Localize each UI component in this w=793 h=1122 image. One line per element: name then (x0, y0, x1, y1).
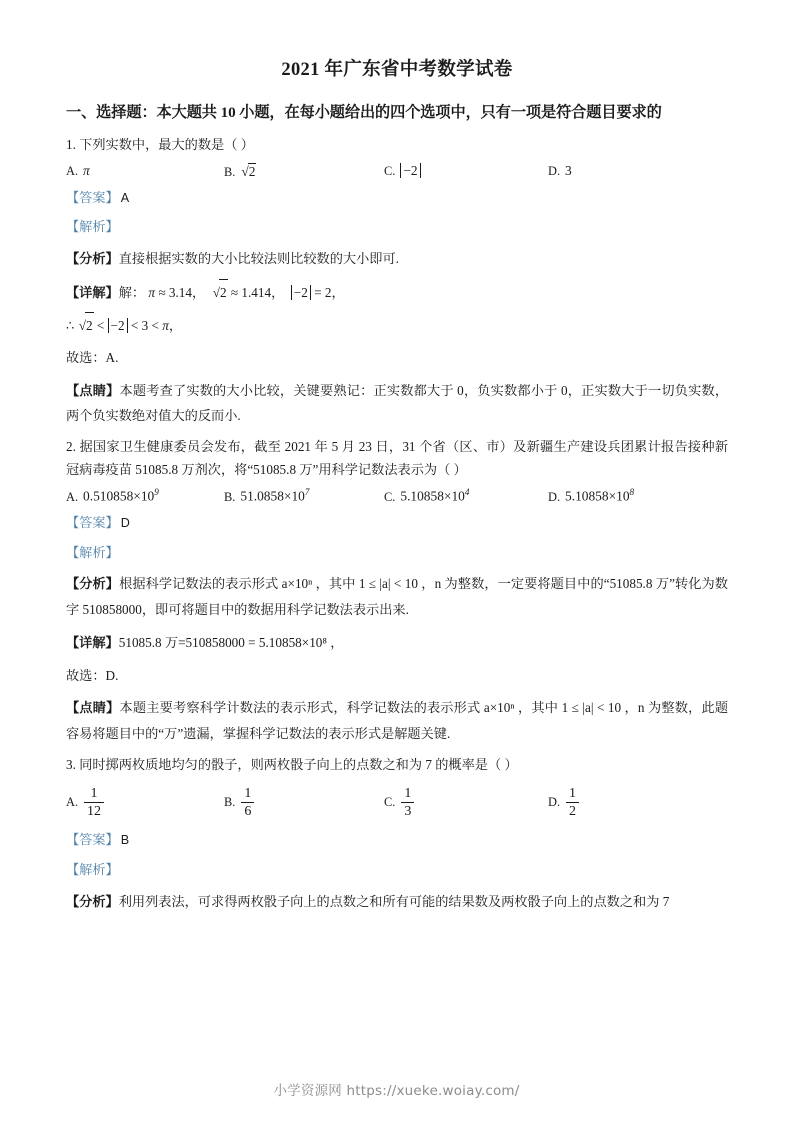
math-pi-approx: π ≈ 3.14 (148, 284, 192, 300)
math-inequality-chain: ∴ √2 < −2 < 3 < π (66, 318, 169, 333)
question-stem (66, 754, 728, 777)
page-content (66, 58, 728, 922)
answer-tag: 【答案】 (66, 514, 119, 530)
answer-line (66, 829, 728, 852)
analysis-tag: 【解析】 (66, 544, 119, 560)
question-block-2 (66, 436, 728, 747)
question-number: 2. (66, 439, 76, 455)
option-a[interactable] (66, 487, 224, 504)
option-label: A. (66, 794, 79, 809)
xiangjie-text: 51085.8 万=510858000 = 5.10858×10⁸ ， (118, 634, 344, 650)
fenxi-tag: 【分析】 (66, 250, 119, 266)
dianjing-paragraph (66, 695, 728, 746)
answer-tag: 【答案】 (66, 189, 119, 205)
dianjing-paragraph (66, 378, 728, 429)
answer-value: B (120, 833, 130, 848)
analysis-tag: 【解析】 (66, 862, 119, 878)
options-row (66, 487, 728, 504)
dianjing-tag: 【点睛】 (66, 700, 120, 716)
fenxi-paragraph (66, 246, 728, 272)
question-text: 下列实数中，最大的数是（ ） (79, 136, 254, 152)
conclusion-line: 故选：D. (66, 667, 119, 683)
analysis-line (66, 859, 728, 882)
dianjing-text: 本题考查了实数的大小比较，关键要熟记：正实数都大于 0，负实数都小于 0，正实数大于一切负实数，两个负实数绝对值大的反而小. (66, 382, 729, 424)
option-label: C. (384, 489, 396, 504)
option-label: A. (66, 489, 79, 504)
math-sqrt2-approx: √2 ≈ 1.414 (212, 285, 271, 300)
dianjing-text: 本题主要考察科学计数法的表示形式，科学记数法的表示形式 a×10ⁿ ，其中 1 ≤ |a| < 10 ，n 为整数，此题容易将题目中的“万”遗漏，掌握科学记数法的表示形式是解题关键. (66, 700, 729, 741)
xiangjie-paragraph: 【详解】解： π ≈ 3.14， √2 ≈ 1.414， −2 = 2， (66, 279, 728, 305)
option-value: $5.10858\times 10^4$ (400, 487, 470, 504)
option-label: C. (384, 794, 396, 809)
question-text: 据国家卫生健康委员会发布，截至 2021 年 5 月 23 日，31 个省（区、市）及新疆生产建设兵团累计报告接种新冠病毒疫苗 51085.8 万剂次，将“51085.8 万”用科学记数法表示为（ ） (66, 439, 729, 477)
option-value: −2 (400, 163, 420, 179)
question-text: 同时掷两枚质地均匀的骰子，则两枚骰子向上的点数之和为 7 的概率是（ ） (79, 756, 518, 772)
fenxi-tag: 【分析】 (66, 893, 119, 909)
xiangjie-tag: 【详解】 (66, 634, 119, 650)
option-label: D. (548, 163, 561, 178)
xiangjie-tag: 【详解】 (66, 284, 119, 300)
option-value: π (83, 162, 90, 178)
option-value: $51.0858\times 10^7$ (240, 487, 310, 504)
option-b[interactable] (224, 487, 384, 504)
xiangjie-line2: ∴ √2 < −2 < 3 < π， (66, 312, 728, 338)
answer-line (66, 187, 728, 210)
option-label: C. (384, 163, 396, 178)
option-label: D. (548, 489, 561, 504)
option-value: $\frac{1}{12}$ (83, 786, 105, 820)
option-label: B. (224, 164, 236, 179)
analysis-line (66, 542, 728, 565)
option-label: A. (66, 163, 79, 178)
question-block-3 (66, 754, 728, 915)
fenxi-paragraph (66, 889, 728, 915)
option-value: $\frac{1}{3}$ (400, 786, 415, 820)
option-b[interactable] (224, 786, 384, 820)
option-value: 3 (565, 162, 572, 178)
option-c[interactable] (384, 163, 548, 179)
question-number: 1. (66, 136, 76, 152)
option-label: B. (224, 794, 236, 809)
option-a[interactable] (66, 786, 224, 820)
option-label: B. (224, 489, 236, 504)
option-d[interactable] (548, 163, 708, 179)
answer-line (66, 512, 728, 535)
fenxi-text: 直接根据实数的大小比较法则比较数的大小即可. (118, 250, 399, 266)
option-a[interactable] (66, 163, 224, 179)
section-heading: 一、选择题：本大题共 10 小题，在每小题给出的四个选项中，只有一项是符合题目要求的 (66, 104, 662, 122)
fenxi-paragraph (66, 571, 728, 622)
question-number: 3. (66, 756, 76, 772)
dianjing-tag: 【点睛】 (66, 382, 120, 398)
answer-value: A (120, 190, 130, 205)
xiangjie-prefix: 解： (118, 284, 146, 300)
fenxi-tag: 【分析】 (66, 576, 120, 592)
fenxi-text: 根据科学记数法的表示形式 a×10ⁿ ，其中 1 ≤ |a| < 10 ，n 为整数，一定要将题目中的“51085.8 万”转化为数字 510858000，即可将题目中的数据用科学记数法表示出来. (66, 576, 728, 618)
analysis-tag: 【解析】 (66, 219, 119, 235)
option-c[interactable] (384, 786, 548, 820)
question-stem (66, 134, 728, 157)
answer-tag: 【答案】 (66, 832, 119, 848)
conclusion-line: 故选：A. (66, 349, 119, 365)
option-value: √2 (241, 163, 256, 179)
option-b[interactable] (224, 163, 384, 180)
fenxi-text: 利用列表法，可求得两枚骰子向上的点数之和所有可能的结果数及两枚骰子向上的点数之和为 7 (118, 893, 670, 909)
math-abs-neg2: −2 = 2 (291, 285, 332, 300)
page-title: 2021 年广东省中考数学试卷 (281, 60, 513, 80)
question-block-1 (66, 134, 728, 429)
answer-value: D (120, 515, 130, 530)
xiangjie-paragraph (66, 630, 728, 656)
option-value: $\frac{1}{2}$ (565, 786, 580, 820)
options-row (66, 163, 728, 180)
option-label: D. (548, 794, 561, 809)
analysis-line (66, 216, 728, 239)
footer-watermark: 小学资源网 https://xueke.woiay.com/ (273, 1083, 520, 1099)
question-stem (66, 436, 728, 481)
option-c[interactable] (384, 487, 548, 504)
option-d[interactable] (548, 487, 708, 504)
option-value: $5.10858\times 10^8$ (565, 487, 635, 504)
options-row (66, 782, 728, 822)
option-d[interactable] (548, 786, 708, 820)
option-value: $0.510858\times 10^9$ (83, 487, 159, 504)
option-value: $\frac{1}{6}$ (240, 786, 255, 820)
